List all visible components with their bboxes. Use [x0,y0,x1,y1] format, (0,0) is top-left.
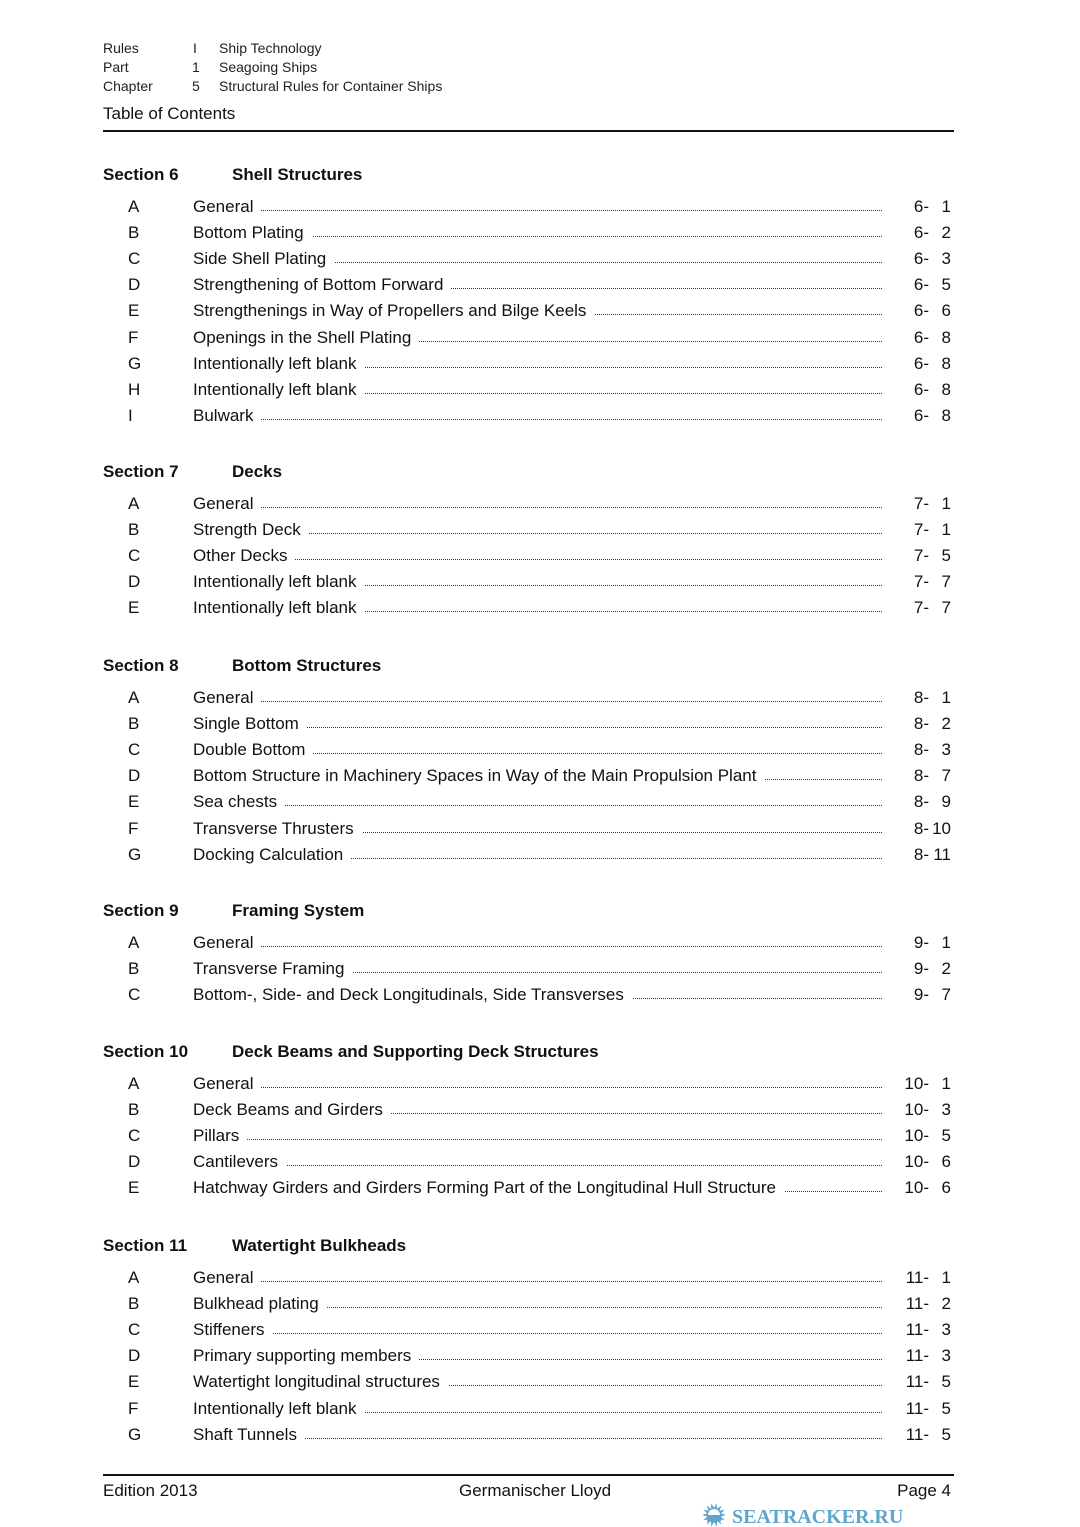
entry-letter: F [128,1398,139,1418]
entry-page [914,406,951,426]
toc-entry[interactable] [0,197,1080,219]
entry-letter: D [128,766,141,786]
entry-page [904,1100,951,1120]
entry-page-prefix: 11- [905,1346,929,1366]
toc-entry[interactable] [0,249,1080,271]
entry-title[interactable]: Intentionally left blank [193,572,365,592]
dot-leader [200,701,882,702]
entry-title[interactable]: Strengthening of Bottom Forward [193,275,451,295]
entry-letter: F [128,327,139,347]
entry-letter: A [128,1268,140,1287]
dot-leader [200,805,882,806]
entry-title[interactable]: Transverse Thrusters [193,819,362,839]
entry-title[interactable]: Stiffeners [193,1320,273,1340]
entry-page [914,766,951,786]
entry-page-prefix: 6- [913,405,929,425]
entry-page [914,740,951,760]
entry-page-number: 5 [941,1126,951,1146]
entry-page [914,598,951,618]
entry-page-prefix: 7- [913,494,929,513]
footer-page: Page 4 [897,1481,951,1500]
entry-title[interactable]: Single Bottom [193,714,307,734]
toc-entry[interactable] [0,766,1080,788]
entry-page [914,959,951,979]
entry-page-number: 1 [941,688,951,707]
entry-page [914,249,951,269]
entry-page-prefix: 6- [913,301,929,321]
entry-page-number: 5 [941,1372,951,1392]
toc-entry[interactable] [0,328,1080,350]
entry-page-prefix: 8- [913,714,929,734]
entry-page-prefix: 6- [913,275,929,295]
entry-page [904,1074,951,1094]
entry-title[interactable]: Primary supporting members [193,1346,419,1366]
header-label: Rules [103,40,139,56]
entry-page [906,1399,951,1419]
header-num: I [193,40,197,56]
toc-entry[interactable] [0,1346,1080,1368]
entry-title[interactable]: Bottom Structure in Machinery Spaces in Way of the Main Propulsion Plant [193,766,764,786]
entry-letter: D [128,1152,141,1172]
section-title: Watertight Bulkheads [232,1236,407,1255]
entry-letter: D [128,572,141,592]
entry-page-prefix: 8- [913,844,929,864]
entry-page-prefix: 11- [905,1372,929,1392]
entry-page-number: 10 [932,818,951,838]
toc-entry[interactable] [0,1100,1080,1122]
entry-title[interactable]: Openings in the Shell Plating [193,328,419,348]
entry-letter: A [128,494,140,513]
entry-page-number: 7 [941,572,951,592]
toc-entry[interactable] [0,301,1080,323]
section-title: Decks [232,462,283,481]
toc-entry[interactable] [0,1178,1080,1200]
entry-page-prefix: 7- [913,520,929,540]
entry-page-prefix: 6- [913,223,929,243]
entry-title[interactable]: Pillars [193,1126,247,1146]
entry-page [906,1346,951,1366]
dot-leader [200,1139,882,1140]
toc-entry[interactable] [0,1294,1080,1316]
section-title: Bottom Structures [232,656,382,675]
dot-leader [200,419,882,420]
entry-page-number: 1 [941,933,951,952]
toc-entry[interactable] [0,572,1080,594]
entry-letter: C [128,740,141,760]
toc-entry[interactable] [0,985,1080,1007]
header-num: 1 [192,59,200,75]
entry-page-number: 2 [941,714,951,734]
entry-title[interactable]: General [193,1074,261,1094]
entry-page [914,985,951,1005]
entry-page-prefix: 7- [913,546,929,566]
toc-entry[interactable] [0,520,1080,542]
entry-letter: B [128,959,140,979]
entry-title[interactable]: General [193,494,261,514]
header-divider [103,130,954,132]
section-number: Section 11 [103,1236,188,1255]
entry-page-number: 3 [941,1100,951,1120]
entry-page-prefix: 10- [904,1100,929,1120]
entry-letter: G [128,1424,142,1444]
entry-title[interactable]: Bottom-, Side- and Deck Longitudinals, Side Transverses [193,985,632,1005]
entry-page-number: 8 [941,353,951,373]
entry-title[interactable]: Hatchway Girders and Girders Forming Part of the Longitudinal Hull Structure [193,1178,784,1198]
dot-leader [200,946,882,947]
toc-entry[interactable] [0,275,1080,297]
toc-entry[interactable] [0,406,1080,428]
entry-page-number: 1 [941,197,951,216]
toc-entry[interactable] [0,959,1080,981]
entry-letter: E [128,1372,140,1392]
entry-letter: A [128,1074,140,1093]
entry-letter: G [128,844,142,864]
entry-page [914,223,951,243]
entry-letter: C [128,546,141,566]
entry-letter: B [128,520,140,540]
entry-page-prefix: 8- [913,766,929,786]
section-number: Section 9 [103,901,179,920]
entry-page-number: 6 [941,1178,951,1198]
page-title: Table of Contents [103,104,236,123]
header-text: Ship Technology [219,40,322,56]
entry-letter: C [128,1126,141,1146]
entry-page-number: 3 [941,740,951,760]
seatracker-watermark-logo [700,1503,1060,1527]
toc-entry[interactable] [0,354,1080,376]
entry-title[interactable]: Other Decks [193,546,295,566]
entry-page-number: 11 [933,844,951,864]
entry-page-prefix: 11- [905,1398,929,1418]
toc-entry[interactable] [0,494,1080,516]
entry-page [904,1152,951,1172]
entry-page [914,494,951,514]
entry-page-prefix: 10- [904,1152,929,1172]
entry-page [914,197,951,217]
entry-letter: D [128,1346,141,1366]
entry-page-prefix: 9- [913,959,929,979]
entry-page-number: 8 [941,327,951,347]
entry-page [906,1268,951,1288]
entry-letter: D [128,275,141,295]
entry-page-number: 2 [941,959,951,979]
entry-page [904,1126,951,1146]
entry-title[interactable]: Bulkhead plating [193,1294,327,1314]
entry-letter: B [128,714,140,734]
entry-letter: A [128,688,140,707]
entry-title[interactable]: Strengthenings in Way of Propellers and Bilge Keels [193,301,594,321]
entry-page-prefix: 6- [913,379,929,399]
entry-page-prefix: 8- [913,792,929,812]
entry-title[interactable]: Side Shell Plating [193,249,334,269]
header-num: 5 [192,78,200,94]
toc-entry[interactable] [0,933,1080,955]
entry-letter: I [128,405,133,425]
sun-icon [702,1503,726,1526]
entry-page [914,933,951,953]
entry-page-prefix: 11- [905,1268,929,1287]
section-title: Shell Structures [232,165,363,184]
toc-entry[interactable] [0,792,1080,814]
dot-leader [200,1333,882,1334]
entry-letter: C [128,985,141,1005]
entry-page [914,275,951,295]
entry-page-number: 3 [941,1346,951,1366]
toc-entry[interactable] [0,1372,1080,1394]
entry-page-number: 2 [941,1294,951,1314]
entry-letter: E [128,792,140,812]
entry-title[interactable]: Deck Beams and Girders [193,1100,391,1120]
entry-letter: B [128,223,140,243]
entry-title[interactable]: Sea chests [193,792,285,812]
dot-leader [200,507,882,508]
entry-letter: E [128,598,140,618]
entry-page-prefix: 6- [913,249,929,269]
entry-page [906,1372,951,1392]
entry-page [914,301,951,321]
entry-page [914,688,951,708]
entry-page-number: 3 [941,249,951,269]
entry-title[interactable]: Watertight longitudinal structures [193,1372,448,1392]
toc-entry[interactable] [0,688,1080,710]
dot-leader [200,1165,882,1166]
entry-page [914,792,951,812]
entry-page-number: 1 [941,1074,951,1093]
entry-title[interactable]: Strength Deck [193,520,309,540]
header-label: Part [103,59,129,75]
entry-letter: E [128,301,140,321]
entry-page [914,572,951,592]
dot-leader [200,210,882,211]
entry-page-number: 1 [941,1268,951,1287]
entry-page-number: 9 [941,792,951,812]
entry-letter: H [128,379,141,399]
entry-page-prefix: 7- [913,572,929,592]
entry-title[interactable]: Docking Calculation [193,845,351,865]
entry-page-prefix: 10- [904,1126,929,1146]
footer-publisher: Germanischer Lloyd [459,1481,612,1500]
section-number: Section 6 [103,165,179,184]
entry-title[interactable]: Intentionally left blank [193,1399,365,1419]
toc-entry[interactable] [0,598,1080,620]
entry-page-prefix: 11- [905,1294,929,1314]
section-number: Section 7 [103,462,179,481]
entry-letter: C [128,1320,141,1340]
footer-divider [103,1474,954,1476]
toc-entry[interactable] [0,223,1080,245]
entry-page-prefix: 11- [905,1320,929,1340]
entry-letter: B [128,1100,140,1120]
watermark-text: SEATRACKER.RU [732,1506,904,1527]
toc-entry[interactable] [0,740,1080,762]
entry-page-number: 6 [941,301,951,321]
entry-letter: F [128,818,139,838]
entry-title[interactable]: General [193,933,261,953]
entry-page-number: 8 [941,379,951,399]
entry-title[interactable]: Intentionally left blank [193,354,365,374]
entry-title[interactable]: Intentionally left blank [193,598,365,618]
entry-letter: E [128,1178,140,1198]
entry-page-number: 7 [941,766,951,786]
entry-page-number: 1 [941,494,951,513]
entry-page [914,380,951,400]
entry-page-prefix: 8- [913,688,929,707]
entry-letter: B [128,1294,140,1314]
entry-page [906,1320,951,1340]
entry-page [914,520,951,540]
entry-page-number: 7 [941,598,951,618]
entry-page-number: 8 [941,405,951,425]
entry-page [914,819,951,839]
entry-title[interactable]: General [193,688,261,708]
toc-entry[interactable] [0,1268,1080,1290]
entry-page-prefix: 6- [913,327,929,347]
entry-title[interactable]: Double Bottom [193,740,313,760]
header-text: Seagoing Ships [219,59,318,75]
entry-page-number: 6 [941,1152,951,1172]
toc-entry[interactable] [0,845,1080,867]
entry-page [914,845,951,865]
entry-page-prefix: 11- [905,1424,929,1444]
entry-page-number: 5 [941,1424,951,1444]
entry-letter: G [128,353,142,373]
entry-page [904,1178,951,1198]
section-number: Section 8 [103,656,179,675]
section-number: Section 10 [103,1042,189,1061]
entry-page-number: 5 [941,546,951,566]
entry-page-prefix: 10- [904,1178,929,1198]
toc-entry[interactable] [0,1152,1080,1174]
entry-page [914,714,951,734]
toc-entry[interactable] [0,1399,1080,1421]
dot-leader [200,1087,882,1088]
section-title: Deck Beams and Supporting Deck Structures [232,1042,599,1061]
entry-title[interactable]: Intentionally left blank [193,380,365,400]
entry-page-number: 7 [941,985,951,1005]
footer-edition: Edition 2013 [103,1481,198,1500]
entry-title[interactable]: General [193,197,261,217]
entry-page-number: 1 [941,520,951,540]
entry-page-prefix: 10- [904,1074,929,1093]
entry-page-number: 2 [941,223,951,243]
header-text: Structural Rules for Container Ships [219,78,443,94]
entry-page [914,354,951,374]
entry-title[interactable]: Transverse Framing [193,959,352,979]
entry-page [906,1425,951,1445]
entry-page-number: 3 [941,1320,951,1340]
entry-letter: A [128,933,140,952]
entry-letter: C [128,249,141,269]
entry-title[interactable]: General [193,1268,261,1288]
entry-page-prefix: 6- [913,197,929,216]
toc-entry[interactable] [0,1074,1080,1096]
entry-title[interactable]: Cantilevers [193,1152,286,1172]
entry-page-number: 5 [941,1398,951,1418]
toc-entry[interactable] [0,714,1080,736]
entry-page [914,546,951,566]
toc-entry[interactable] [0,819,1080,841]
entry-title[interactable]: Bottom Plating [193,223,312,243]
entry-page-number: 5 [941,275,951,295]
section-title: Framing System [232,901,365,920]
entry-page-prefix: 6- [913,353,929,373]
entry-page [906,1294,951,1314]
toc-entry[interactable] [0,380,1080,402]
entry-page-prefix: 8- [913,818,929,838]
header-label: Chapter [103,78,153,94]
toc-entry[interactable] [0,1320,1080,1342]
entry-page-prefix: 9- [913,933,929,952]
dot-leader [200,559,882,560]
entry-page-prefix: 9- [913,985,929,1005]
dot-leader [200,1281,882,1282]
entry-title[interactable]: Shaft Tunnels [193,1425,305,1445]
toc-entry[interactable] [0,1425,1080,1447]
toc-entry[interactable] [0,1126,1080,1148]
toc-entry[interactable] [0,546,1080,568]
entry-letter: A [128,197,140,216]
entry-page-prefix: 7- [913,598,929,618]
entry-title[interactable]: Bulwark [193,406,261,426]
entry-page-prefix: 8- [913,740,929,760]
entry-page [914,328,951,348]
